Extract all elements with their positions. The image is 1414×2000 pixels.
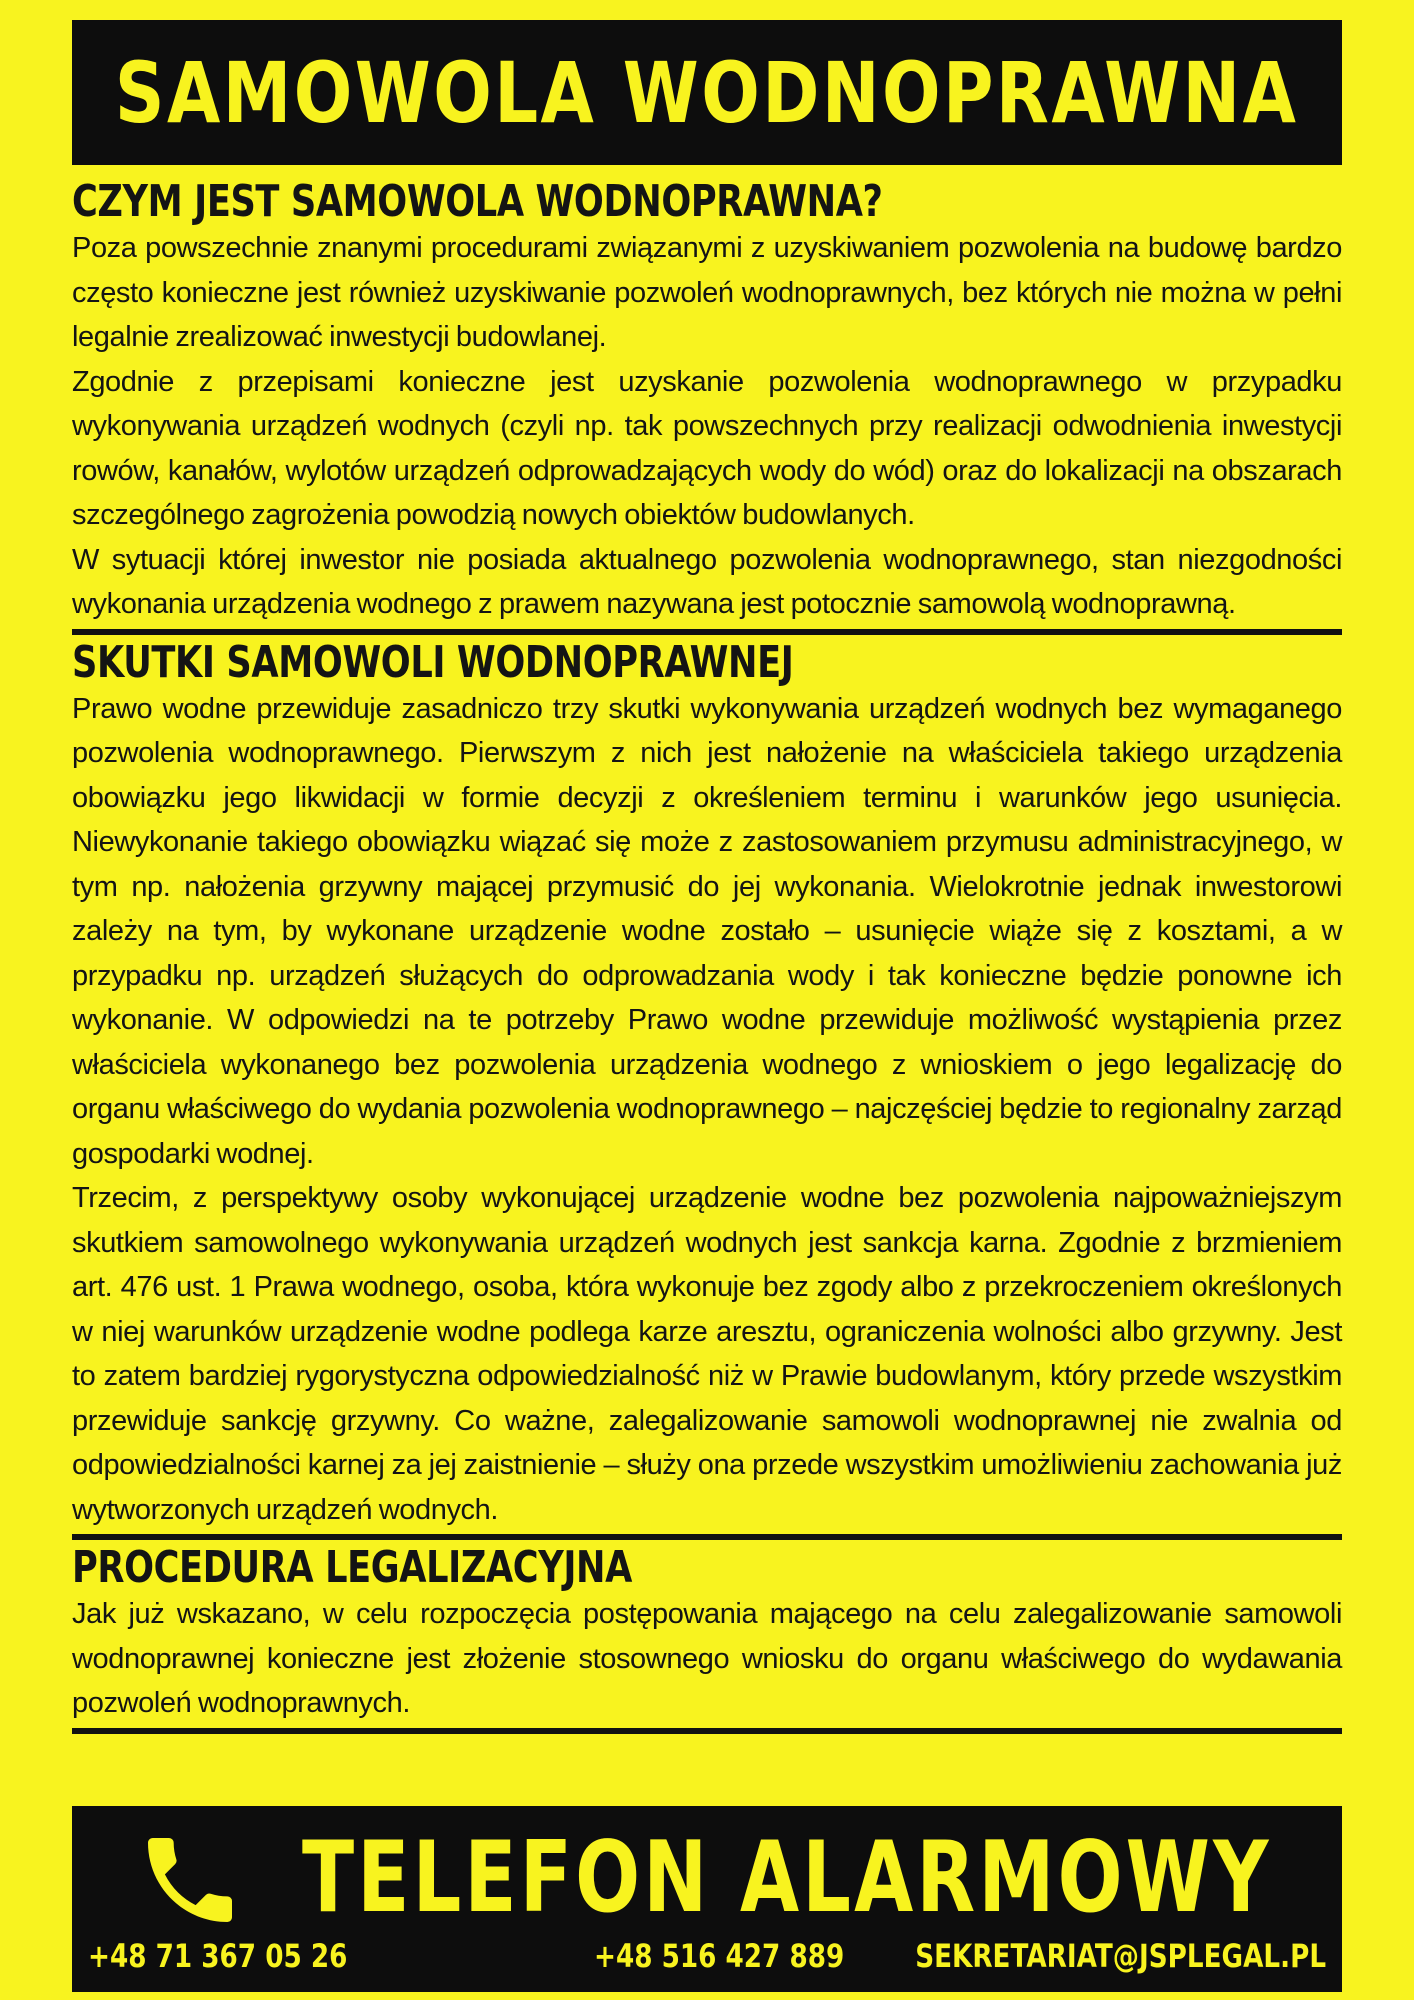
- phone-icon: [134, 1824, 246, 1936]
- section-heading: PROCEDURA LEGALIZACYJNA: [72, 1542, 632, 1593]
- section-divider: [72, 1728, 1342, 1734]
- email-link[interactable]: SEKRETARIAT@JSPLEGAL.PL: [915, 1937, 1326, 1975]
- section-effects: [72, 636, 1342, 1533]
- paragraph: Jak już wskazano, w celu rozpoczęcia postępowania mającego na celu zalegalizowanie samowoli wodnoprawnej konieczne jest złożenie stosownego wniosku do organu właściwego do wydawania pozwoleń wodnoprawnych.: [72, 1598, 1342, 1719]
- paragraph: Poza powszechnie znanymi procedurami związanymi z uzyskiwaniem pozwolenia na budowę bardzo często konieczne jest również uzyskiwanie pozwoleń wodnoprawnych, bez których nie można w pełni legalnie zrealizować inwestycji budowlanej.: [72, 232, 1342, 353]
- paragraph: W sytuacji której inwestor nie posiada aktualnego pozwolenia wodnoprawnego, stan niezgodności wykonania urządzenia wodnego z prawem nazywana jest potocznie samowolą wodnoprawną.: [72, 543, 1342, 620]
- section-heading: CZYM JEST SAMOWOLA WODNOPRAWNA?: [72, 176, 883, 227]
- section-heading: SKUTKI SAMOWOLI WODNOPRAWNEJ: [72, 636, 794, 688]
- footer-title: TELEFON ALARMOWY: [302, 1821, 1272, 1935]
- paragraph: Trzecim, z perspektywy osoby wykonującej urządzenie wodne bez pozwolenia najpoważniejszym skutkiem samowolnego wykonywania urządzeń wodnych jest sankcja karna. Zgodnie z brzmieniem art. 476 ust. 1 Prawa wodnego, osoba, która wykonuje bez zgody albo z przekroczeniem określonych w niej warunków urządzenie wodne podlega karze aresztu, ograniczenia wolności albo grzywny. Jest to zatem bardziej rygorystyczna odpowiedzialność niż w Prawie budowlanym, który przede wszystkim przewiduje sankcję grzywny. Co ważne, zalegalizowanie samowoli wodnoprawnej nie zwalnia od odpowiedzialności karnej za jej zaistnienie – służy ona przede wszystkim umożliwieniu zachowania już wytworzonych urządzeń wodnych.: [72, 1182, 1342, 1526]
- section-divider: [72, 1534, 1342, 1540]
- phone-number-1[interactable]: +48 71 367 05 26: [88, 1937, 348, 1975]
- paragraph: Prawo wodne przewiduje zasadniczo trzy skutki wykonywania urządzeń wodnych bez wymaganego pozwolenia wodnoprawnego. Pierwszym z nich jest nałożenie na właściciela takiego urządzenia obowiązku jego likwidacji w formie decyzji z określeniem terminu i warunków jego usunięcia. Niewykonanie takiego obowiązku wiązać się może z zastosowaniem przymusu administracyjnego, w tym np. nałożenia grzywny mającej przymusić do jej wykonania. Wielokrotnie jednak inwestorowi zależy na tym, by wykonane urządzenie wodne zostało – usunięcie wiąże się z kosztami, a w przypadku np. urządzeń służących do odprowadzania wody i tak konieczne będzie ponowne ich wykonanie. W odpowiedzi na te potrzeby Prawo wodne przewiduje możliwość wystąpienia przez właściciela wykonanego bez pozwolenia urządzenia wodnego z wnioskiem o jego legalizację do organu właściwego do wydania pozwolenia wodnoprawnego – najczęściej będzie to regionalny zarząd gospodarki wodnej.: [72, 692, 1342, 1170]
- section-divider: [72, 629, 1342, 635]
- section-procedure: [72, 1544, 1342, 1726]
- header-bar: [72, 20, 1342, 165]
- footer-bar: [72, 1806, 1342, 1992]
- phone-number-2[interactable]: +48 516 427 889: [594, 1937, 845, 1975]
- main-content: [72, 178, 1342, 1738]
- paragraph: Zgodnie z przepisami konieczne jest uzyskanie pozwolenia wodnoprawnego w przypadku wykonywania urządzeń wodnych (czyli np. tak powszechnych przy realizacji odwodnienia inwestycji rowów, kanałów, wylotów urządzeń odprowadzających wody do wód) oraz do lokalizacji na obszarach szczególnego zagrożenia powodzią nowych obiektów budowlanych.: [72, 365, 1342, 531]
- page-title: SAMOWOLA WODNOPRAWNA: [115, 43, 1299, 142]
- section-what-is: [72, 178, 1342, 627]
